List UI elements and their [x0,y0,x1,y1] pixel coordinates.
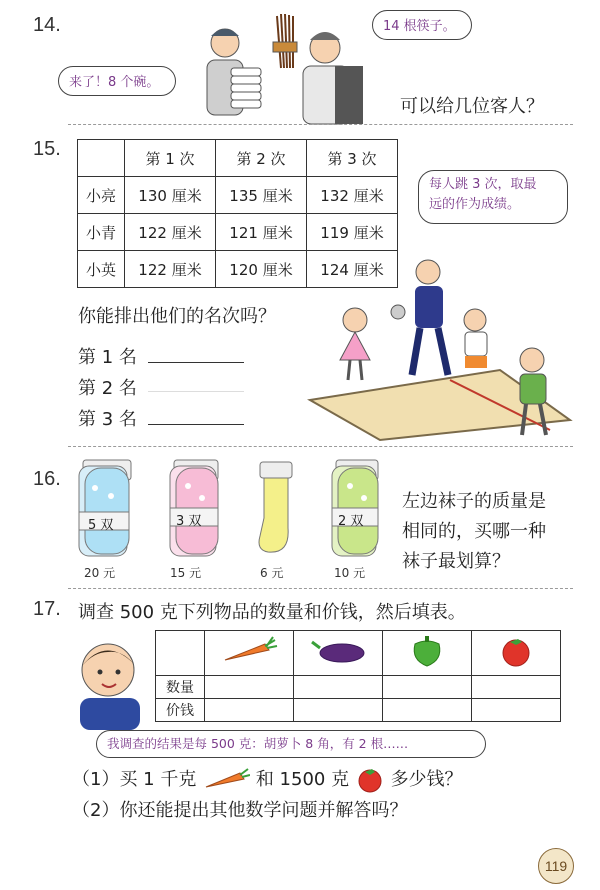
question-15-text: 你能排出他们的名次吗？ [78,306,276,327]
answer-cell[interactable] [383,699,472,722]
sock-pack-label: 2 双 [338,514,364,529]
sub-question-1-part: （1）买 1 千克 [72,769,197,790]
sock-pack-label: 3 双 [176,514,202,529]
sub-question-1-part: 和 1500 克 [255,769,350,790]
rank-label-1: 第 1 名 [78,347,137,368]
eggplant-icon [308,636,368,666]
table-cell: 120 厘米 [216,251,307,288]
table-row [156,676,561,699]
waiter-and-cook-illustration [185,8,375,128]
table-cell [205,631,294,676]
table-cell-name: 小亮 [78,177,125,214]
table-header-cell: 第 1 次 [125,140,216,177]
table-cell [383,631,472,676]
table-header-cell [78,140,125,177]
section-divider [68,124,573,125]
bubble-line: 每人跳 3 次，取最 [429,177,537,192]
question-14-text: 可以给几位客人？ [400,96,544,117]
bubble-line: 远的作为成绩。 [429,197,521,212]
table-header-cell: 第 3 次 [307,140,398,177]
row-label-price: 价钱 [156,699,205,722]
table-cell [156,631,205,676]
rank-label-3: 第 3 名 [78,409,137,430]
answer-cell[interactable] [383,676,472,699]
table-cell: 121 厘米 [216,214,307,251]
survey-table [155,630,561,722]
table-cell-name: 小青 [78,214,125,251]
tomato-icon [496,634,536,668]
sub-question-1 [72,765,463,793]
table-cell: 135 厘米 [216,177,307,214]
green-pepper-icon [407,634,447,668]
table-row [156,631,561,676]
sock-price: 6 元 [260,566,284,580]
table-cell: 132 厘米 [307,177,398,214]
question-17-title: 调查 500 克下列物品的数量和价钱，然后填表。 [78,602,466,623]
answer-cell[interactable] [472,676,561,699]
table-cell: 130 厘米 [125,177,216,214]
sock-price: 15 元 [170,566,202,580]
sock-price: 20 元 [84,566,116,580]
answer-cell[interactable] [205,699,294,722]
question-16-text [402,487,546,577]
table-cell-name: 小英 [78,251,125,288]
row-label-quantity: 数量 [156,676,205,699]
table-cell: 122 厘米 [125,251,216,288]
sub-question-2: （2）你还能提出其他数学问题并解答吗？ [72,800,408,821]
rank-1-blank[interactable] [148,362,244,363]
answer-cell[interactable] [205,676,294,699]
question-14-number: 14. [33,14,61,36]
speech-bubble-bowls: 来了！8 个碗。 [58,66,176,96]
rank-label-2: 第 2 名 [78,378,137,399]
question-15-number: 15. [33,138,61,160]
rank-3-blank[interactable] [148,424,244,425]
question-line: 左边袜子的质量是 [402,491,546,512]
table-cell [472,631,561,676]
sock-pack-3-pairs [166,456,226,560]
tomato-icon [355,767,385,793]
question-line: 相同的，买哪一种 [402,521,546,542]
sock-pack-single [250,458,302,560]
sock-price: 10 元 [334,566,366,580]
question-line: 袜子最划算？ [402,551,510,572]
question-16-number: 16. [33,468,61,490]
page-number: 119 [538,848,574,884]
table-row [78,177,398,214]
answer-cell[interactable] [294,676,383,699]
long-jump-illustration [300,250,580,445]
rank-2-blank[interactable] [148,391,244,392]
sock-pack-2-pairs [328,456,386,560]
sub-question-1-part: 多少钱？ [390,769,463,790]
boy-illustration [66,630,156,730]
table-row [78,214,398,251]
speech-bubble-chopsticks: 14 根筷子。 [372,10,472,40]
answer-cell[interactable] [294,699,383,722]
section-divider [68,446,573,447]
table-header-cell: 第 2 次 [216,140,307,177]
table-cell: 122 厘米 [125,214,216,251]
question-17-number: 17. [33,598,61,620]
sock-pack-label: 5 双 [88,518,114,533]
sock-pack-5-pairs [75,456,137,560]
table-cell [294,631,383,676]
answer-cell[interactable] [472,699,561,722]
speech-bubble-survey: 我调查的结果是每 500 克：胡萝卜 8 角，有 2 根…… [96,730,486,758]
table-row [156,699,561,722]
table-header-row [78,140,398,177]
table-cell: 124 厘米 [307,251,398,288]
section-divider [68,588,573,589]
speech-bubble-rule [418,170,568,224]
carrot-icon [219,636,279,666]
table-cell: 119 厘米 [307,214,398,251]
carrot-icon [202,767,250,793]
